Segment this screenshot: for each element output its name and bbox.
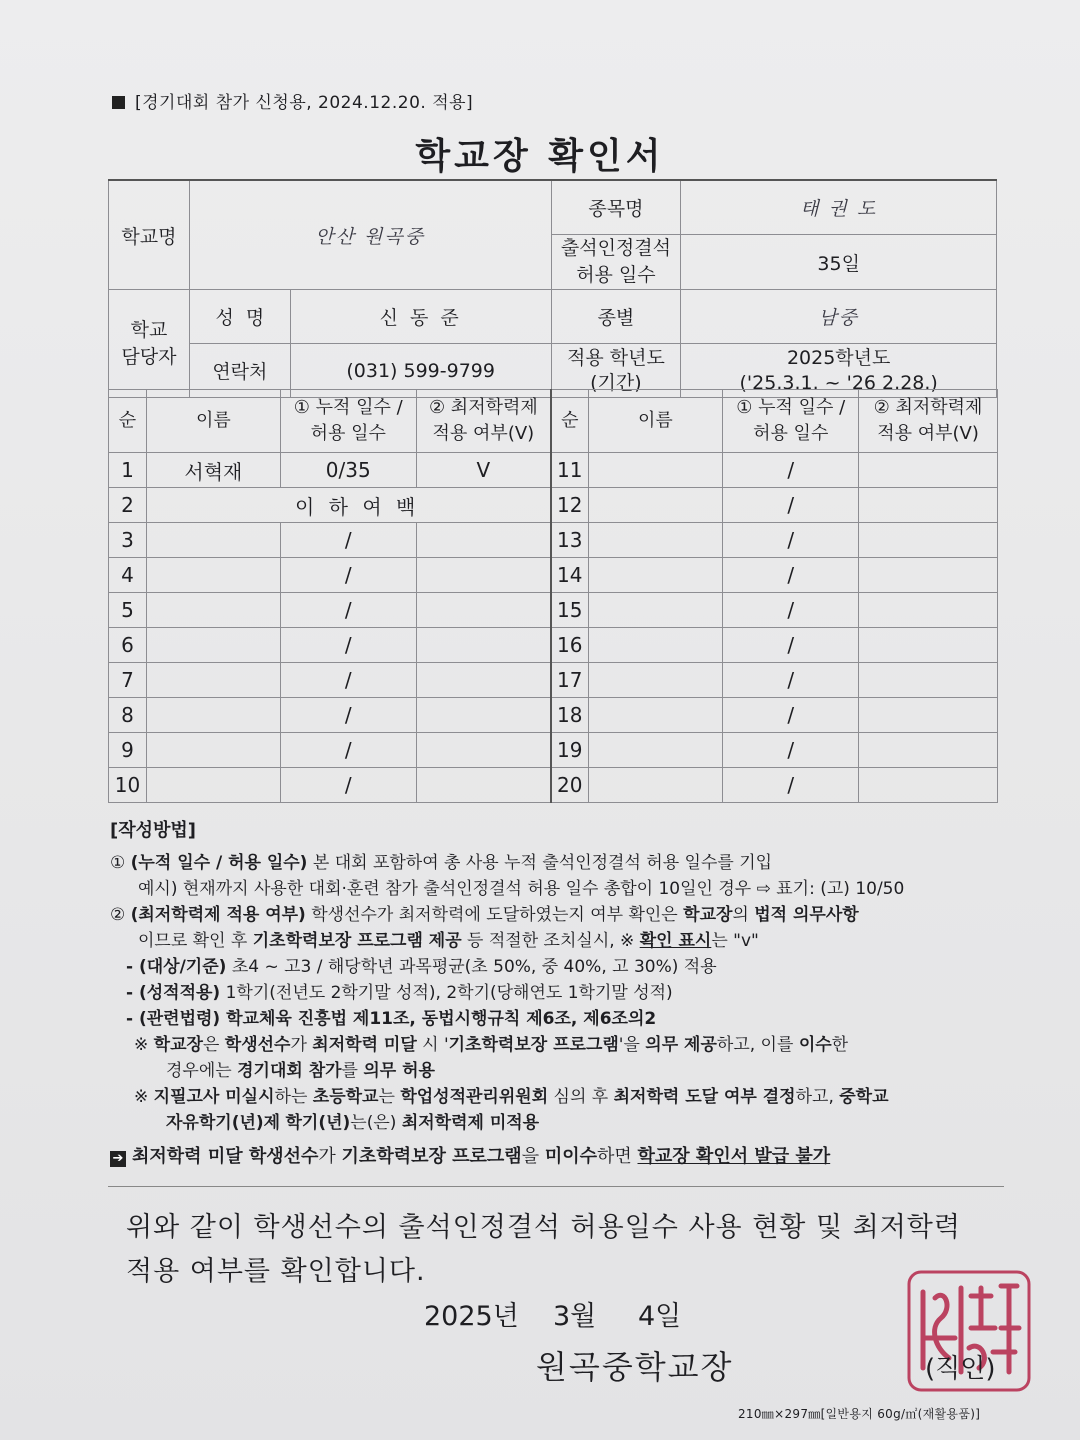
guide-line: ① (누적 일수 / 허용 일수) 본 대회 포함하여 총 사용 누적 출석인정결석 허용 일수를 기입 [110, 853, 773, 873]
guide-line: ※ 학교장은 학생선수가 최저학력 미달 시 '기초학력보장 프로그램'을 의무 제공하고, 이를 이수한 [134, 1035, 849, 1055]
name-value: 신 동 준 [290, 290, 551, 344]
days-used: / [723, 698, 859, 733]
row-number: 11 [551, 453, 588, 488]
principal-title: 원곡중학교장 [536, 1348, 734, 1386]
min-academic-check [859, 733, 998, 768]
info-table [108, 179, 997, 398]
student-name [146, 558, 280, 593]
min-academic-check [859, 663, 998, 698]
days-used: / [280, 523, 416, 558]
date-month: 3월 [553, 1301, 597, 1332]
days-used: / [723, 663, 859, 698]
guide-line: 경우에는 경기대회 참가를 의무 허용 [166, 1061, 435, 1081]
table-row [109, 558, 998, 593]
divider [108, 1186, 1004, 1187]
row-number: 19 [551, 733, 588, 768]
days-used: / [280, 733, 416, 768]
table-row [109, 733, 998, 768]
days-used: / [723, 523, 859, 558]
allowed-days-value: 35일 [681, 235, 997, 290]
days-used: / [280, 698, 416, 733]
row-number: 20 [551, 768, 588, 803]
student-name [588, 558, 723, 593]
paper-spec: 210㎜×297㎜[일반용지 60g/㎡(재활용품)] [738, 1407, 981, 1421]
row-number: 12 [551, 488, 588, 523]
student-name [588, 488, 723, 523]
header-days: ① 누적 일수 / 허용 일수 [723, 390, 859, 453]
days-used: / [723, 768, 859, 803]
days-used: / [280, 558, 416, 593]
row-number: 18 [551, 698, 588, 733]
table-row [109, 593, 998, 628]
row-number: 8 [109, 698, 147, 733]
row-number: 9 [109, 733, 147, 768]
min-academic-check [416, 558, 551, 593]
guide-warning: ➔ 최저학력 미달 학생선수가 기초학력보장 프로그램을 미이수하면 학교장 확인서 발급 불가 [110, 1144, 1010, 1170]
guide-line: ② (최저학력제 적용 여부) 학생선수가 최저학력에 도달하였는지 여부 확인은 학교장의 법적 의무사항 [110, 905, 859, 925]
student-name [146, 663, 280, 698]
student-name [588, 768, 723, 803]
student-name [146, 523, 280, 558]
guide-line: ※ 지필고사 미실시하는 초등학교는 학업성적관리위원회 심의 후 최저학력 도달 여부 결정하고, 중학교 [134, 1087, 889, 1107]
table-row [109, 523, 998, 558]
min-academic-check [859, 698, 998, 733]
table-row [109, 768, 998, 803]
min-academic-check [416, 733, 551, 768]
row-number: 7 [109, 663, 147, 698]
days-used: / [723, 558, 859, 593]
days-used: / [280, 628, 416, 663]
header-name: 이름 [588, 390, 723, 453]
writing-guide [110, 818, 1010, 1170]
guide-heading: [작성방법] [110, 820, 197, 841]
guide-line: - (성적적용) 1학기(전년도 2학기말 성적), 2학기(당해연도 1학기말 성적) [126, 983, 673, 1003]
min-academic-check [416, 523, 551, 558]
contact-label: 연락처 [189, 344, 290, 398]
header-no: 순 [551, 390, 588, 453]
min-academic-check [859, 523, 998, 558]
year-label: 적용 학년도 (기간) [551, 344, 681, 398]
guide-line: 이므로 확인 후 기초학력보장 프로그램 제공 등 적절한 조치실시, ※ 확인 표시는 "v" [138, 931, 759, 951]
min-academic-check [859, 628, 998, 663]
row-number: 14 [551, 558, 588, 593]
document-title: 학교장 확인서 [415, 136, 665, 177]
min-academic-check [859, 488, 998, 523]
row-number: 10 [109, 768, 147, 803]
guide-line: 예시) 현재까지 사용한 대회·훈련 참가 출석인정결석 허용 일수 총합이 10일인 경우 ⇨ 표기: (고) 10/50 [138, 879, 905, 899]
student-name [588, 698, 723, 733]
category-label: 종별 [551, 290, 681, 344]
student-name [588, 628, 723, 663]
min-academic-check [416, 768, 551, 803]
guide-line: - (관련법령) 학교체육 진흥법 제11조, 동법시행규칙 제6조, 제6조의2 [126, 1009, 657, 1029]
header-name: 이름 [146, 390, 280, 453]
min-academic-check [859, 558, 998, 593]
student-name: 서혁재 [146, 453, 280, 488]
school-label: 학교명 [109, 180, 190, 290]
min-academic-check [416, 593, 551, 628]
roster-table [108, 389, 998, 803]
student-name [146, 698, 280, 733]
student-name [588, 593, 723, 628]
table-row [109, 698, 998, 733]
days-used: / [723, 453, 859, 488]
event-label: 종목명 [551, 180, 681, 235]
seal-label: (직인) [925, 1354, 996, 1384]
days-used: / [280, 663, 416, 698]
square-bullet-icon [112, 96, 125, 109]
school-value: 안산 원곡중 [189, 180, 551, 290]
student-name [588, 453, 723, 488]
student-name [146, 768, 280, 803]
date-year: 2025년 [424, 1301, 519, 1332]
days-used: / [723, 628, 859, 663]
header-days: ① 누적 일수 / 허용 일수 [280, 390, 416, 453]
min-academic-check [859, 593, 998, 628]
guide-line: - (대상/기준) 초4 ~ 고3 / 해당학년 과목평균(초 50%, 중 40%, 고 30%) 적용 [126, 957, 717, 977]
merged-note: 이 하 여 백 [146, 488, 551, 523]
arrow-right-icon: ➔ [110, 1151, 126, 1167]
days-used: / [723, 488, 859, 523]
row-number: 6 [109, 628, 147, 663]
student-name [588, 733, 723, 768]
min-academic-check: V [416, 453, 551, 488]
header-note: [경기대회 참가 신청용, 2024.12.20. 적용] [112, 88, 473, 113]
row-number: 13 [551, 523, 588, 558]
row-number: 17 [551, 663, 588, 698]
declaration: 위와 같이 학생선수의 출석인정결석 허용일수 사용 현황 및 최저학력 적용 여부를 확인합니다. [126, 1212, 961, 1287]
table-row [109, 488, 998, 523]
row-number: 4 [109, 558, 147, 593]
min-academic-check [859, 453, 998, 488]
student-name [146, 593, 280, 628]
contact-value: (031) 599-9799 [290, 344, 551, 398]
row-number: 15 [551, 593, 588, 628]
table-row [109, 628, 998, 663]
row-number: 1 [109, 453, 147, 488]
table-row [109, 663, 998, 698]
min-academic-check [416, 698, 551, 733]
student-name [588, 523, 723, 558]
days-used: 0/35 [280, 453, 416, 488]
student-name [588, 663, 723, 698]
min-academic-check [859, 768, 998, 803]
allowed-days-label: 출석인정결석 허용 일수 [551, 235, 681, 290]
row-number: 2 [109, 488, 147, 523]
date-day: 4일 [638, 1301, 682, 1332]
header-check: ② 최저학력제 적용 여부(V) [416, 390, 551, 453]
days-used: / [280, 768, 416, 803]
year-value: 2025학년도 ('25.3.1. ~ '26 2.28.) [681, 344, 997, 398]
category-value: 남중 [681, 290, 997, 344]
manager-label: 학교 담당자 [109, 290, 190, 398]
name-label: 성 명 [189, 290, 290, 344]
days-used: / [723, 733, 859, 768]
row-number: 5 [109, 593, 147, 628]
table-row [109, 453, 998, 488]
row-number: 3 [109, 523, 147, 558]
days-used: / [723, 593, 859, 628]
min-academic-check [416, 628, 551, 663]
guide-line: 자유학기(년)제 학기(년)는(은) 최저학력제 미적용 [166, 1113, 540, 1133]
days-used: / [280, 593, 416, 628]
row-number: 16 [551, 628, 588, 663]
student-name [146, 733, 280, 768]
student-name [146, 628, 280, 663]
header-check: ② 최저학력제 적용 여부(V) [859, 390, 998, 453]
header-no: 순 [109, 390, 147, 453]
min-academic-check [416, 663, 551, 698]
event-value: 태 권 도 [681, 180, 997, 235]
